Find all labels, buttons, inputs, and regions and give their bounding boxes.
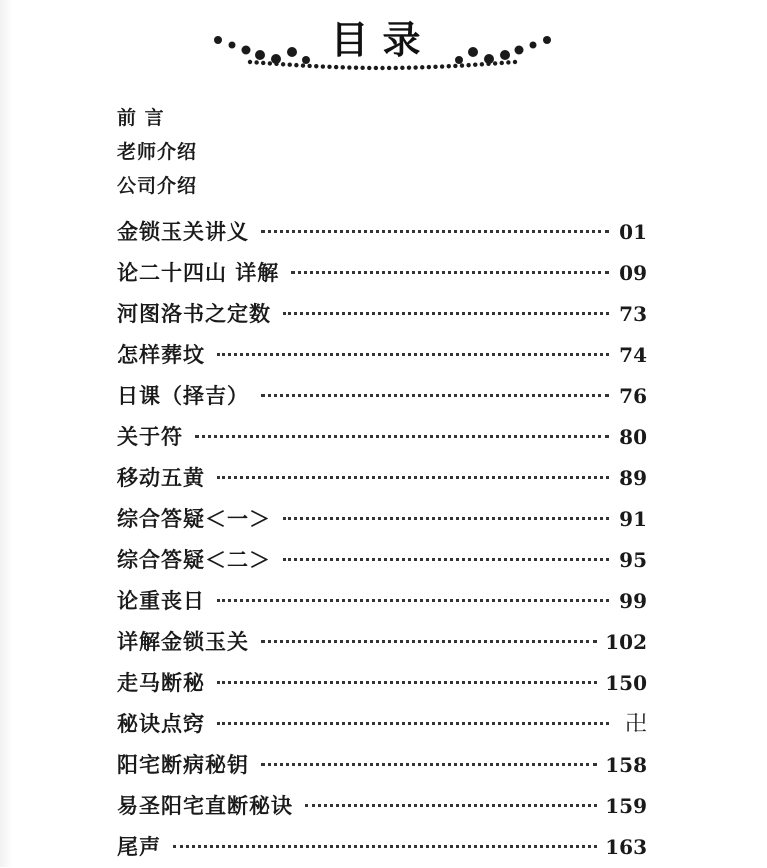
ornament-dot	[341, 65, 345, 69]
toc-entry-title: 阳宅断病秘钥	[117, 753, 249, 777]
ornament-dot	[387, 66, 391, 70]
toc-entry-title: 论二十四山 详解	[117, 261, 280, 285]
toc-entry-title: 易圣阳宅直断秘诀	[117, 794, 293, 818]
toc-entry-title: 关于符	[117, 425, 183, 449]
ornament-dot	[480, 62, 484, 66]
ornament-dot	[486, 62, 490, 66]
toc-entry[interactable]	[117, 663, 647, 704]
front-matter-item[interactable]: 老师介绍	[117, 141, 198, 163]
ornament-dot	[394, 66, 398, 70]
dot-leader	[261, 763, 597, 766]
toc-entry-page: 150	[605, 671, 647, 695]
dot-leader	[217, 599, 609, 602]
toc-entry-title: 综合答疑＜一＞	[117, 507, 271, 531]
toc-entry[interactable]	[117, 745, 647, 786]
toc-entry-page: 80	[619, 425, 647, 449]
dot-leader	[283, 558, 609, 561]
ornament-dot	[314, 64, 318, 68]
toc-entry[interactable]	[117, 581, 647, 622]
toc-entry-page: 91	[619, 507, 647, 531]
toc-entry[interactable]	[117, 376, 647, 417]
ornament-dot	[268, 61, 272, 65]
toc-entry-page: 102	[605, 630, 647, 654]
dot-leader	[217, 353, 609, 356]
toc-entry[interactable]	[117, 786, 647, 827]
ornament-dot	[360, 66, 364, 70]
dot-leader	[283, 312, 609, 315]
ornament-dot	[321, 64, 325, 68]
toc-entry-page: 01	[619, 220, 647, 244]
front-matter-list	[117, 101, 197, 203]
toc-entry[interactable]	[117, 827, 647, 868]
ornament-dot	[347, 65, 351, 69]
dot-leader	[283, 517, 609, 520]
ornament-dot	[460, 63, 464, 67]
toc-entry[interactable]	[117, 540, 647, 581]
toc-entry-page: 73	[619, 302, 647, 326]
toc-entry[interactable]	[117, 212, 647, 253]
ornament-dot	[301, 63, 305, 67]
toc-entry[interactable]	[117, 253, 647, 294]
ornament-dot	[453, 64, 457, 68]
toc-entry-title: 尾声	[117, 835, 161, 859]
dot-leader	[291, 271, 609, 274]
toc-entry-page: 158	[605, 753, 647, 777]
ornament-dot	[433, 65, 437, 69]
toc-entry-title: 金锁玉关讲义	[117, 220, 249, 244]
dot-leader	[261, 230, 609, 233]
front-matter-item[interactable]: 前 言	[117, 107, 165, 129]
ornament-dot	[307, 64, 311, 68]
toc-entry-title: 综合答疑＜二＞	[117, 548, 271, 572]
toc-entry[interactable]	[117, 499, 647, 540]
ornament-dot	[261, 61, 265, 65]
toc-entry-page: 163	[605, 835, 647, 859]
ornament-dot	[327, 65, 331, 69]
ornament-dot	[420, 65, 424, 69]
toc-entry-title: 论重丧日	[117, 589, 205, 613]
dot-leader	[173, 845, 597, 848]
toc-entry-title: 走马断秘	[117, 671, 205, 695]
ornament-dot	[427, 65, 431, 69]
toc-entry-page: 159	[605, 794, 647, 818]
toc-entry-title: 河图洛书之定数	[117, 302, 271, 326]
dot-leader	[305, 804, 597, 807]
ornament-dot	[500, 61, 504, 65]
ornament-dot	[473, 63, 477, 67]
ornament-dot	[493, 61, 497, 65]
toc-entry-title: 日课（择吉）	[117, 384, 249, 408]
ornament-dot	[334, 65, 338, 69]
toc-entry-page: 95	[619, 548, 647, 572]
ornament-dot	[274, 62, 278, 66]
dot-leader	[195, 435, 609, 438]
dot-leader	[261, 394, 609, 397]
toc-entry-title: 详解金锁玉关	[117, 630, 249, 654]
ornament-dot	[374, 66, 378, 70]
toc-entry[interactable]	[117, 704, 647, 745]
page-title: 目录	[330, 17, 435, 62]
ornament-dot	[413, 65, 417, 69]
toc-entry-page: 89	[619, 466, 647, 490]
ornament-dot	[407, 66, 411, 70]
ornament-dot	[400, 66, 404, 70]
ornament-dot	[513, 60, 517, 64]
ornament-dot	[248, 60, 252, 64]
ornament-dot	[254, 60, 258, 64]
toc-entry-page: 99	[619, 589, 647, 613]
ornament-dot	[294, 63, 298, 67]
toc-entry-page: 76	[619, 384, 647, 408]
toc-entry-title: 移动五黄	[117, 466, 205, 490]
toc-entry-page: 09	[619, 261, 647, 285]
toc-entry[interactable]	[117, 622, 647, 663]
toc-entry-title: 怎样葬坟	[117, 343, 205, 367]
toc-entry-title: 秘诀点窍	[117, 712, 205, 736]
ornament-dot	[466, 63, 470, 67]
toc-entry[interactable]	[117, 458, 647, 499]
ornament-dot	[440, 64, 444, 68]
dot-leader	[261, 640, 597, 643]
ornament-dot	[380, 66, 384, 70]
dot-leader	[217, 722, 609, 725]
ornament-dot	[367, 66, 371, 70]
ornament-dot	[447, 64, 451, 68]
ornament-dot	[281, 62, 285, 66]
toc-entry[interactable]	[117, 417, 647, 458]
toc-entry-page: 74	[619, 343, 647, 367]
dot-leader	[217, 681, 597, 684]
toc-list	[117, 212, 647, 868]
toc-entry-page: 卍	[624, 712, 647, 737]
ornament-dot	[288, 63, 292, 67]
ornament-dot	[506, 60, 510, 64]
toc-entry[interactable]	[117, 294, 647, 335]
front-matter-item[interactable]: 公司介绍	[117, 175, 198, 197]
toc-entry[interactable]	[117, 335, 647, 376]
page-edge-shadow	[0, 0, 12, 867]
ornament-dot	[354, 66, 358, 70]
title-block	[210, 8, 555, 78]
dot-leader	[217, 476, 609, 479]
